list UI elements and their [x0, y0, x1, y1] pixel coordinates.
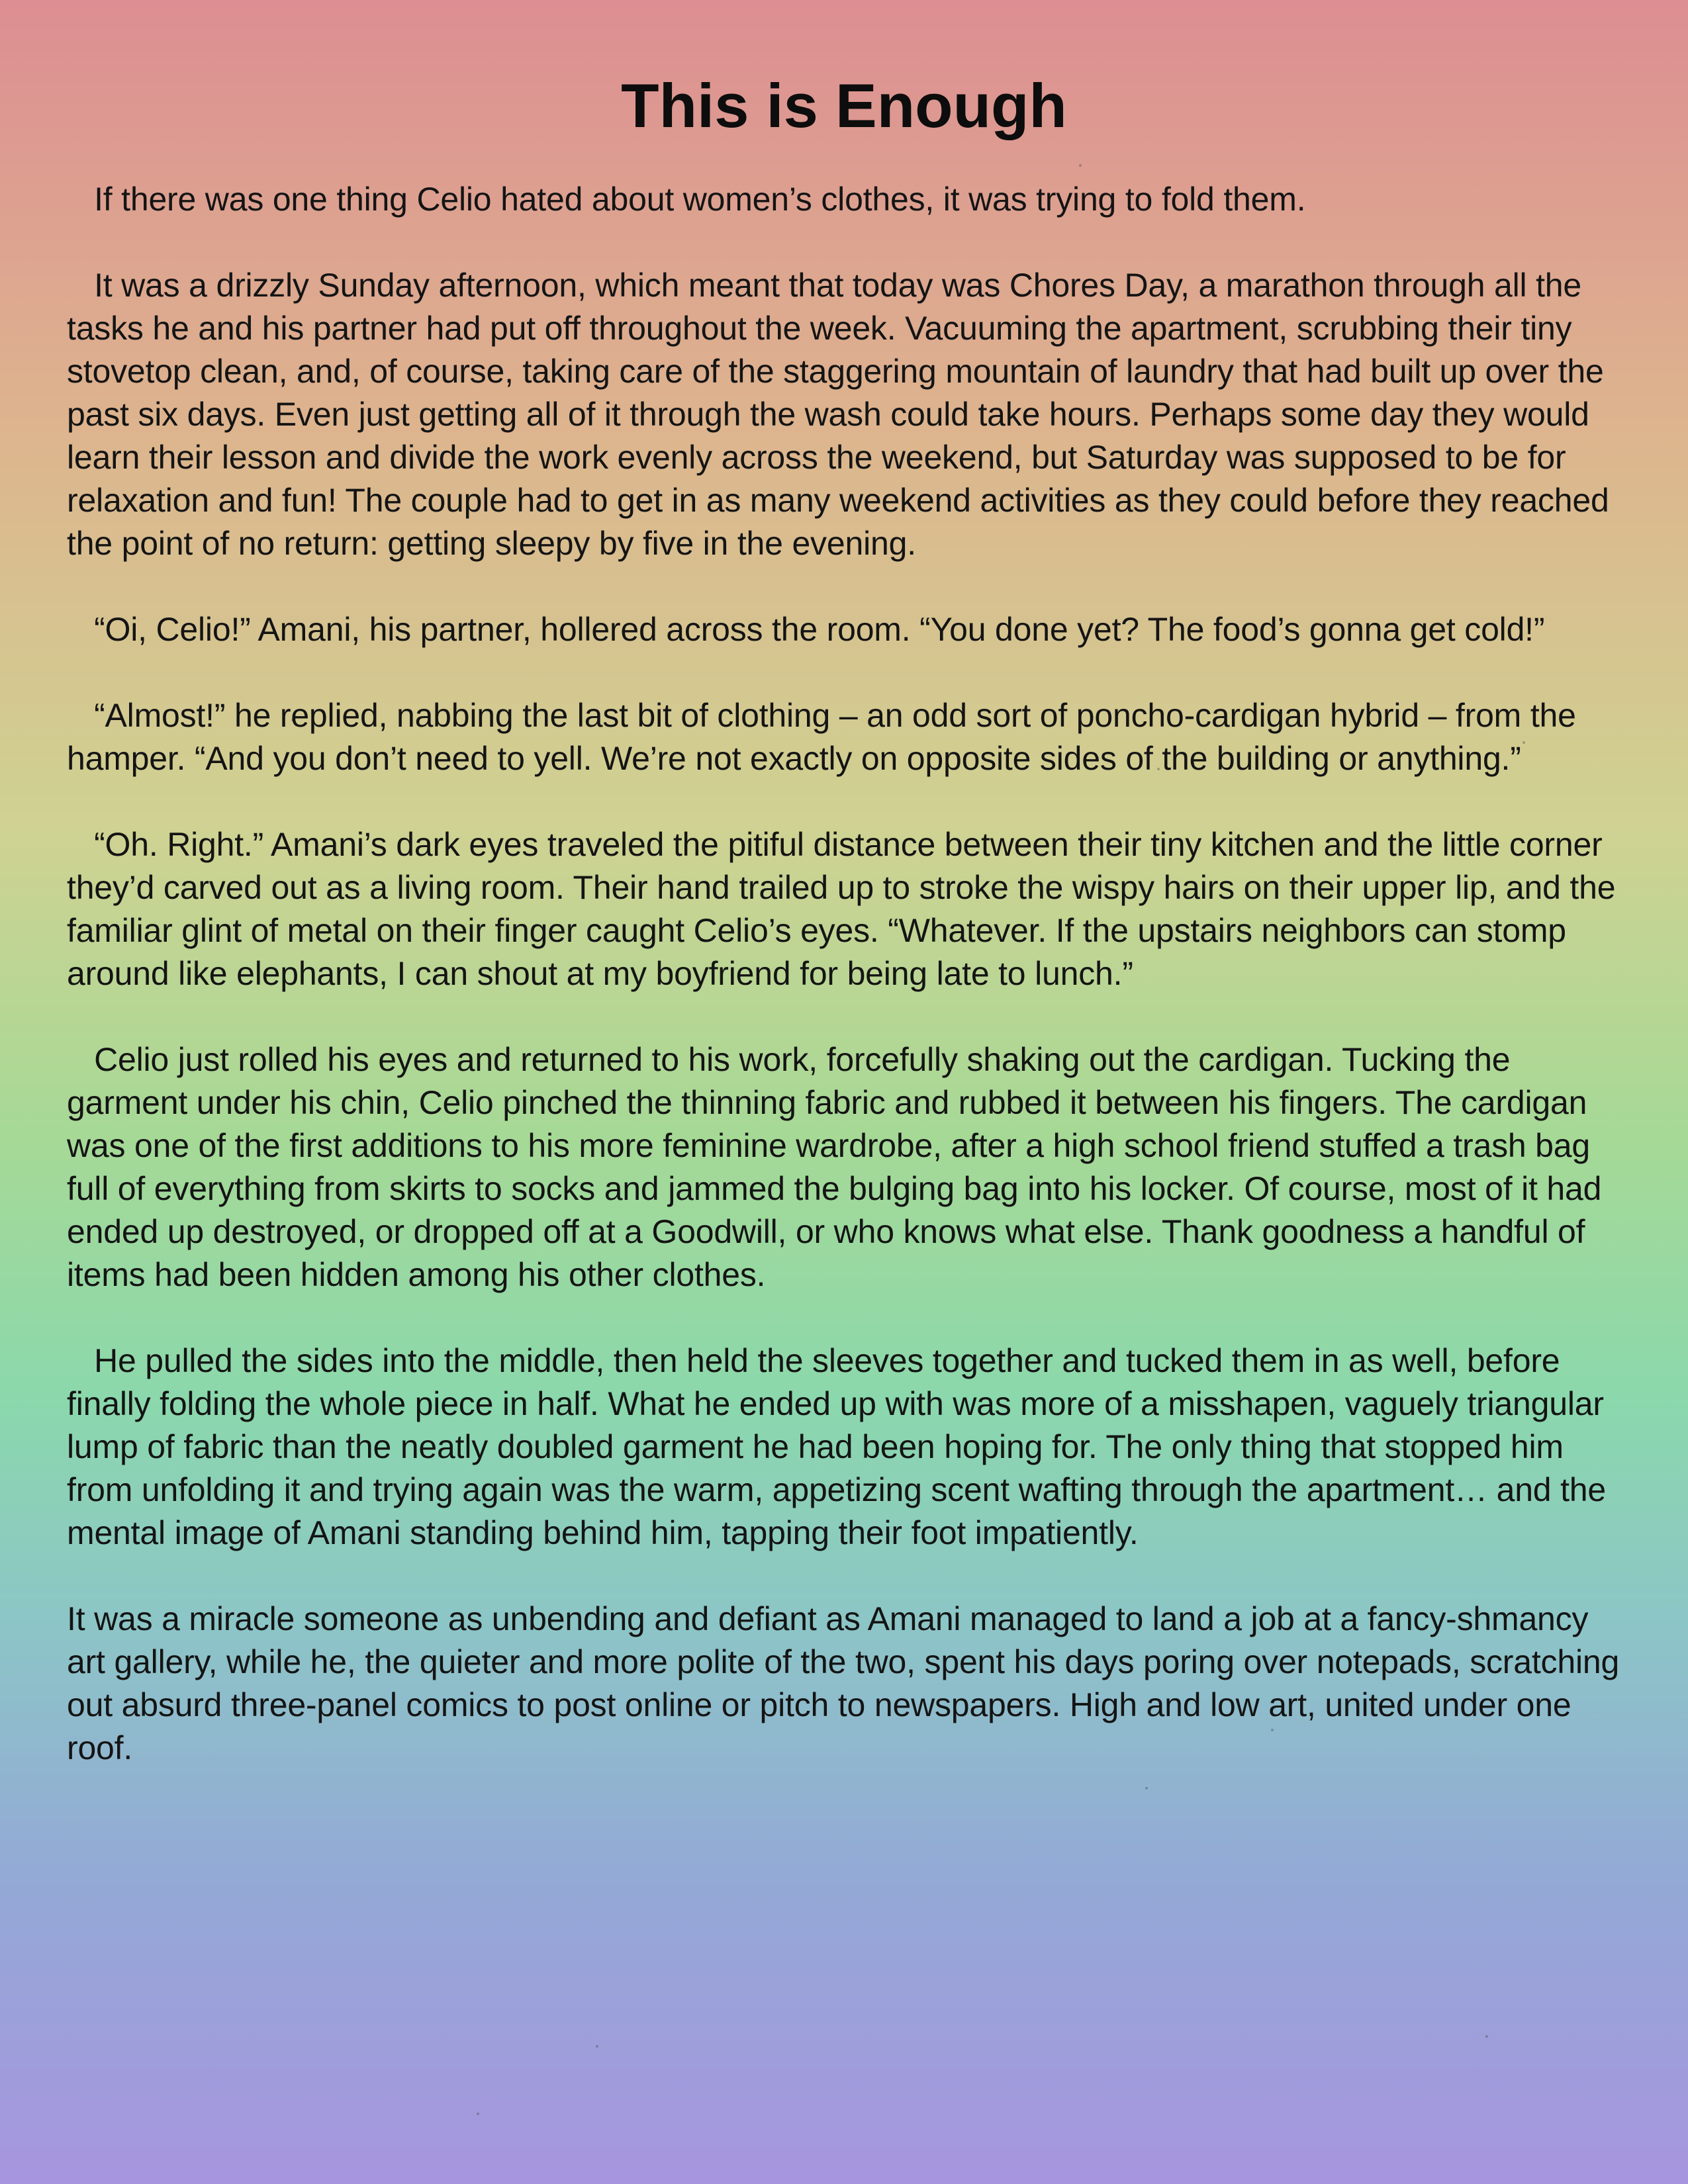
paper-speck	[596, 2045, 598, 2048]
document-title: This is Enough	[621, 71, 1067, 140]
paragraph: “Almost!” he replied, nabbing the last bit of clothing – an odd sort of poncho-cardigan hybrid – from the hamper. “And you don’t need to yell. We’re not exactly on opposite sides of the building or anything.”	[67, 697, 1585, 777]
story-body	[67, 178, 1628, 1813]
paper-speck	[1485, 2035, 1488, 2038]
paragraph: “Oi, Celio!” Amani, his partner, hollered across the room. “You done yet? The food’s gonna get cold!”	[94, 611, 1545, 648]
paper-speck	[477, 2113, 479, 2115]
paragraph: Celio just rolled his eyes and returned to his work, forcefully shaking out the cardigan. Tucking the garment under his chin, Celio pinched the thinning fabric and rubbed it between his fingers. The cardigan was one of the first additions to his more feminine wardrobe, after a high school friend stuffed a trash bag full of everything from skirts to socks and jammed the bulging bag into his locker. Of course, most of it had ended up destroyed, or dropped off at a Goodwill, or who knows what else. Thank goodness a handful of items had been hidden among his other clothes.	[67, 1041, 1611, 1293]
paragraph: It was a miracle someone as unbending and defiant as Amani managed to land a job at a fancy-shmancy art gallery, while he, the quieter and more polite of the two, spent his days poring over notepads, scratching out absurd three-panel comics to post online or pitch to newspapers. High and low art, united under one roof.	[67, 1600, 1628, 1766]
paragraph: If there was one thing Celio hated about women’s clothes, it was trying to fold them.	[94, 181, 1306, 218]
paragraph: “Oh. Right.” Amani’s dark eyes traveled the pitiful distance between their tiny kitchen and the little corner they’d carved out as a living room. Their hand trailed up to stroke the wispy hairs on their upper lip, and the familiar glint of metal on their finger caught Celio’s eyes. “Whatever. If the upstairs neighbors can stomp around like elephants, I can shout at my boyfriend for being late to lunch.”	[67, 826, 1625, 992]
paper-speck	[1079, 164, 1082, 167]
paragraph: He pulled the sides into the middle, then held the sleeves together and tucked them in as well, before finally folding the whole piece in half. What he ended up with was more of a misshapen, vaguely triangular lump of fabric than the neatly doubled garment he had been hoping for. The only thing that stopped him from unfolding it and trying again was the warm, appetizing scent wafting through the apartment… and the mental image of Amani standing behind him, tapping their foot impatiently.	[67, 1342, 1615, 1551]
paragraph: It was a drizzly Sunday afternoon, which meant that today was Chores Day, a marathon through all the tasks he and his partner had put off throughout the week. Vacuuming the apartment, scrubbing their tiny stovetop clean, and, of course, taking care of the staggering mountain of laundry that had built up over the past six days. Even just getting all of it through the wash could take hours. Perhaps some day they would learn their lesson and divide the work evenly across the weekend, but Saturday was supposed to be for relaxation and fun! The couple had to get in as many weekend activities as they could before they reached the point of no return: getting sleepy by five in the evening.	[67, 267, 1618, 562]
